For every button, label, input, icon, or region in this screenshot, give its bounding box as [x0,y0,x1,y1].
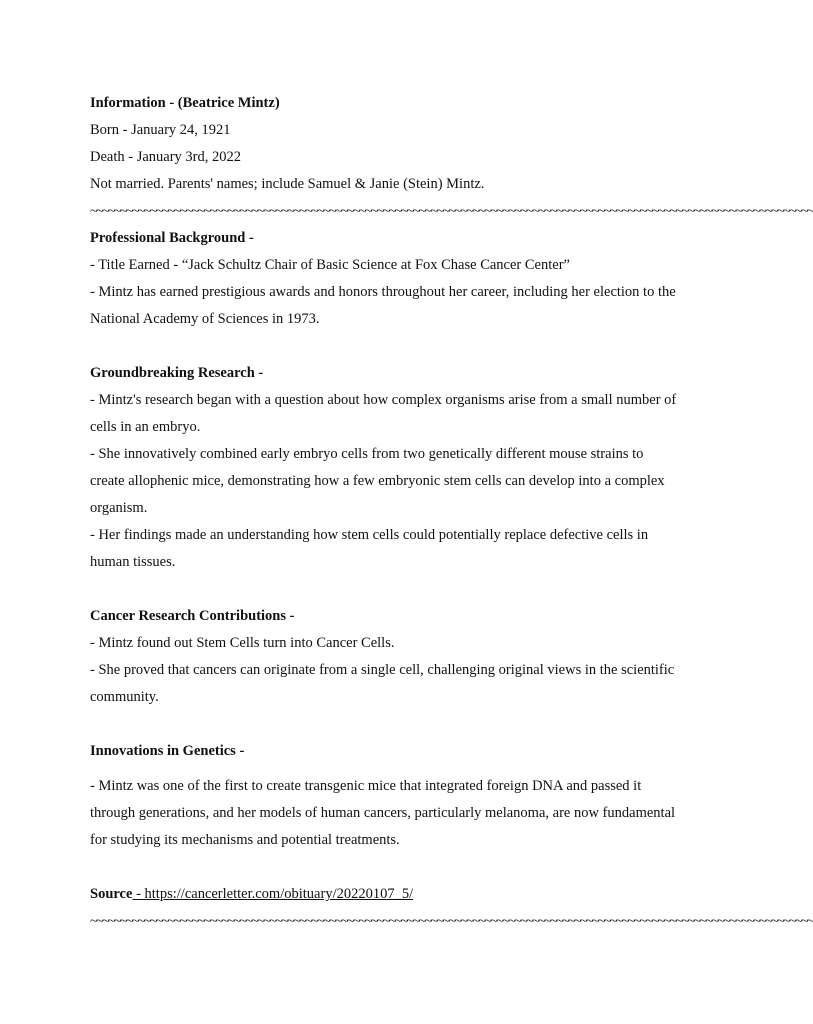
research-item-question: - Mintz's research began with a question about how complex organisms arise from a small number of cells in an embryo. [90,392,677,435]
professional-item-awards: - Mintz has earned prestigious awards and honors throughout her career, including her election to the National Academy of Sciences in 1973. [90,284,676,327]
spacer [90,576,690,603]
spacer [90,765,690,773]
source-label: Source [90,886,133,902]
document-page [90,90,813,935]
source-link[interactable]: https://cancerletter.com/obituary/20220107_5/ [144,886,414,902]
separator-top: ~~~~~~~~~~~~~~~~~~~~~~~~~~~~~~~~~~~~~~~~~~~~~~~~~~~~~~~~~~~~~~~~~~~~~~~~~~~~~~~~~~~~~~~~~~~~~~~~~~~~~~~~~~~~~~~~~~~~~~~~~ [90,204,813,219]
death-line: Death - January 3rd, 2022 [90,149,241,165]
professional-heading: Professional Background - [90,230,254,246]
spacer [90,333,690,360]
source-line [90,881,690,908]
genetics-heading: Innovations in Genetics - [90,743,245,759]
spacer [90,711,690,738]
research-item-allophenic: - She innovatively combined early embryo cells from two genetically different mouse strains to create allophenic mice, demonstrating how a few embryonic stem cells can develop into a complex organism. [90,446,665,516]
professional-item-title: - Title Earned - “Jack Schultz Chair of Basic Science at Fox Chase Cancer Center” [90,257,570,273]
born-line: Born - January 24, 1921 [90,122,231,138]
spacer [90,854,690,881]
separator-bottom: ~~~~~~~~~~~~~~~~~~~~~~~~~~~~~~~~~~~~~~~~~~~~~~~~~~~~~~~~~~~~~~~~~~~~~~~~~~~~~~~~~~~~~~~~~~~~~~~~~~~~~~~~~~~~~~~~~~~~~~~~~ [90,914,813,929]
genetics-item-transgenic: - Mintz was one of the first to create transgenic mice that integrated foreign DNA and passed it through generations, and her models of human cancers, particularly melanoma, are now fundamental for studying its mechanisms and potential treatments. [90,778,676,848]
cancer-item-single-cell: - She proved that cancers can originate from a single cell, challenging original views in the scientific community. [90,662,675,705]
parents-line: Not married. Parents' names; include Samuel & Janie (Stein) Mintz. [90,176,485,192]
research-heading: Groundbreaking Research - [90,365,264,381]
research-item-findings: - Her findings made an understanding how stem cells could potentially replace defective cells in human tissues. [90,527,649,570]
cancer-heading: Cancer Research Contributions - [90,608,295,624]
source-dash: - [132,886,145,902]
info-heading: Information - (Beatrice Mintz) [90,95,280,111]
cancer-item-stem-cells: - Mintz found out Stem Cells turn into Cancer Cells. [90,635,395,651]
